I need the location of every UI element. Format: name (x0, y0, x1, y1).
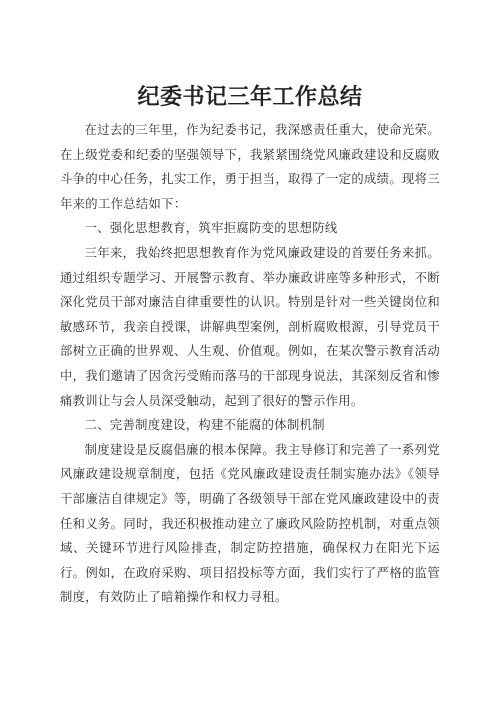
paragraph-intro: 在过去的三年里，作为纪委书记，我深感责任重大，使命光荣。在上级党委和纪委的坚强领导下，我紧紧围绕党风廉政建设和反腐败斗争的中心任务，扎实工作，勇于担当，取得了一定的成绩。现将三年来的工作总结如下： (60, 123, 440, 211)
paragraph-section-2: 制度建设是反腐倡廉的根本保障。我主导修订和完善了一系列党风廉政建设规章制度，包括《党风廉政建设责任制实施办法》《领导干部廉洁自律规定》等，明确了各级领导干部在党风廉政建设中的责任和义务。同时，我还积极推动建立了廉政风险防控机制，对重点领域、关键环节进行风险排查，制定防控措施，确保权力在阳光下运行。例如，在政府采购、项目招投标等方面，我们实行了严格的监管制度，有效防止了暗箱操作和权力寻租。 (60, 442, 440, 605)
section-heading-2: 二、完善制度建设，构建不能腐的体制机制 (84, 418, 325, 433)
document-title: 纪委书记三年工作总结 (137, 85, 363, 110)
document-body (60, 118, 440, 610)
paragraph-section-1: 三年来，我始终把思想教育作为党风廉政建设的首要任务来抓。通过组织专题学习、开展警示教育、举办廉政讲座等多种形式，不断深化党员干部对廉洁自律重要性的认识。特别是针对一些关键岗位和敏感环节，我亲自授课，讲解典型案例，剖析腐败根源，引导党员干部树立正确的世界观、人生观、价值观。例如，在某次警示教育活动中，我们邀请了因贪污受贿而落马的干部现身说法，其深刻反省和惨痛教训让与会人员深受触动，起到了很好的警示作用。 (60, 245, 440, 408)
section-heading-1: 一、强化思想教育，筑牢拒腐防变的思想防线 (84, 221, 338, 236)
